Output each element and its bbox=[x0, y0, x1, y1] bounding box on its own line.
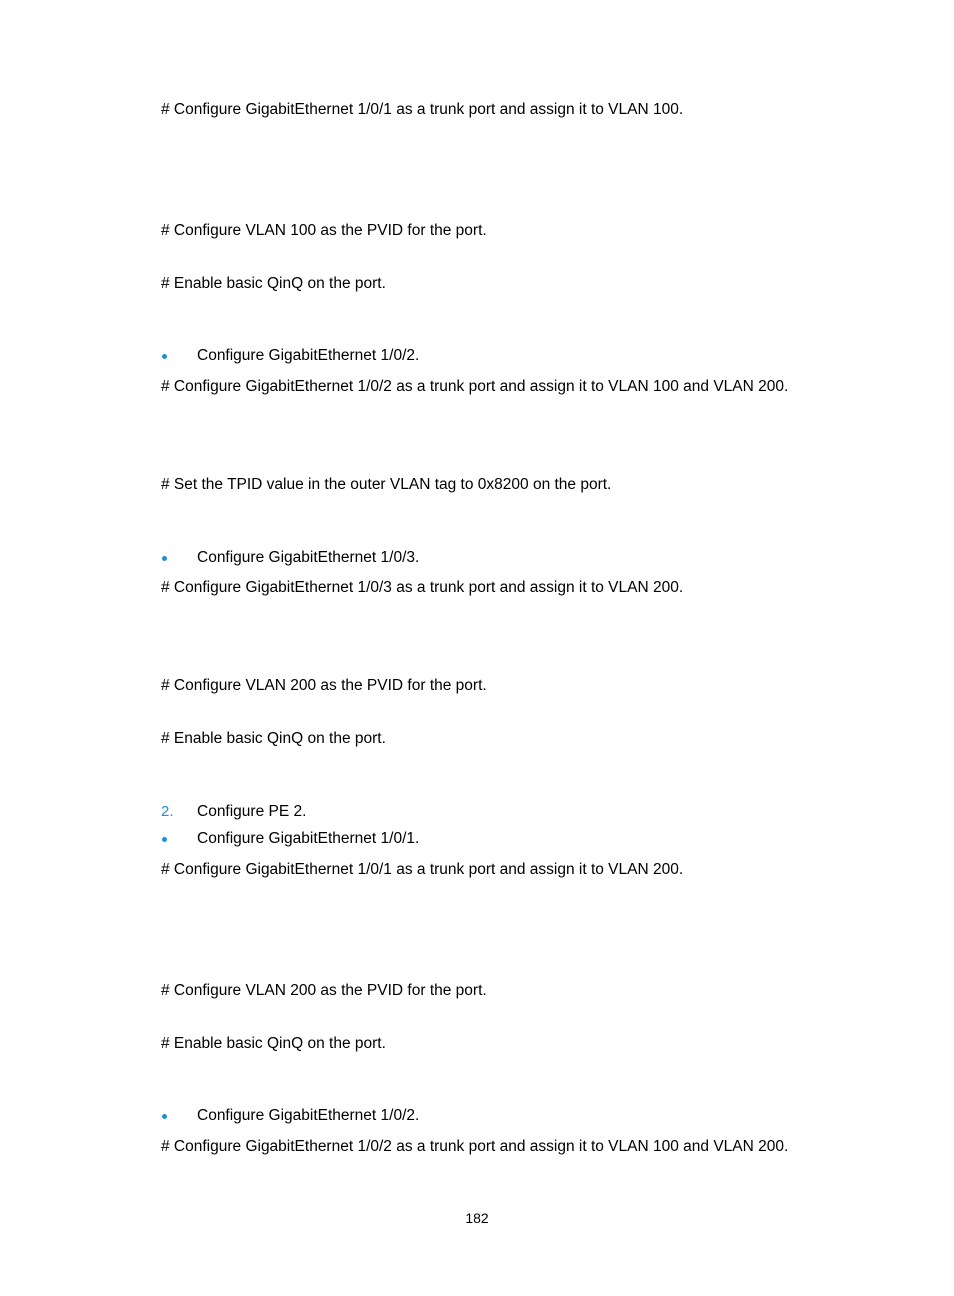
bullet-icon bbox=[162, 1114, 167, 1119]
comment-line: # Enable basic QinQ on the port. bbox=[161, 275, 386, 292]
comment-line: # Configure GigabitEthernet 1/0/1 as a trunk port and assign it to VLAN 100. bbox=[161, 101, 684, 118]
bullet-item: Configure GigabitEthernet 1/0/3. bbox=[197, 549, 420, 566]
comment-line: # Configure VLAN 200 as the PVID for the port. bbox=[161, 677, 487, 694]
comment-line: # Configure GigabitEthernet 1/0/2 as a trunk port and assign it to VLAN 100 and VLAN 200. bbox=[161, 378, 789, 395]
step-number: 2. bbox=[161, 803, 174, 820]
comment-line: # Configure GigabitEthernet 1/0/2 as a trunk port and assign it to VLAN 100 and VLAN 200. bbox=[161, 1138, 789, 1155]
step-item: Configure PE 2. bbox=[197, 803, 307, 820]
comment-line: # Configure VLAN 200 as the PVID for the port. bbox=[161, 982, 487, 999]
comment-line: # Set the TPID value in the outer VLAN tag to 0x8200 on the port. bbox=[161, 476, 612, 493]
comment-line: # Enable basic QinQ on the port. bbox=[161, 730, 386, 747]
bullet-icon bbox=[162, 354, 167, 359]
bullet-item: Configure GigabitEthernet 1/0/2. bbox=[197, 347, 420, 364]
comment-line: # Configure GigabitEthernet 1/0/3 as a trunk port and assign it to VLAN 200. bbox=[161, 579, 684, 596]
comment-line: # Configure GigabitEthernet 1/0/1 as a trunk port and assign it to VLAN 200. bbox=[161, 861, 684, 878]
page-number: 182 bbox=[465, 1210, 489, 1226]
bullet-item: Configure GigabitEthernet 1/0/1. bbox=[197, 830, 420, 847]
comment-line: # Configure VLAN 100 as the PVID for the port. bbox=[161, 222, 487, 239]
comment-line: # Enable basic QinQ on the port. bbox=[161, 1035, 386, 1052]
bullet-icon bbox=[162, 837, 167, 842]
bullet-icon bbox=[162, 556, 167, 561]
bullet-item: Configure GigabitEthernet 1/0/2. bbox=[197, 1107, 420, 1124]
